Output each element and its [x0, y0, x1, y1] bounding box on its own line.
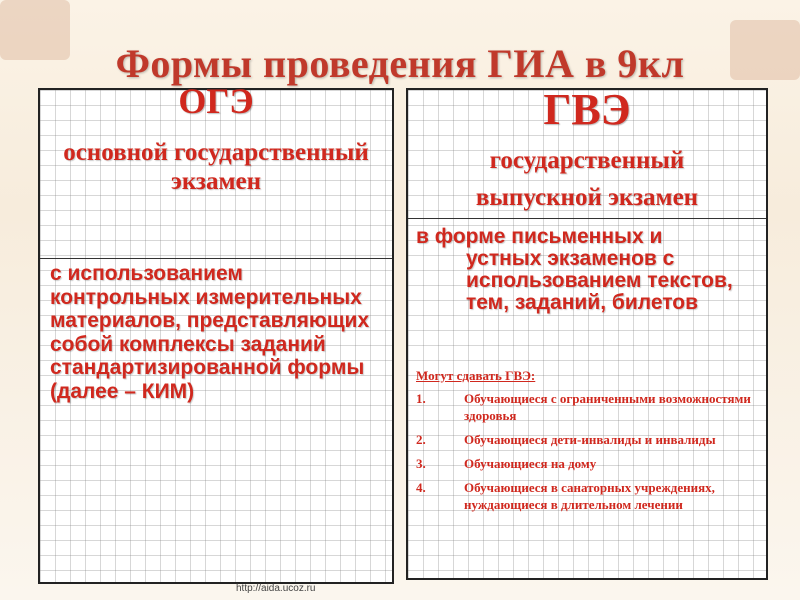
oge-abbr: ОГЭ [178, 81, 254, 121]
gve-subtitle [414, 142, 760, 216]
list-item: 2. Обучающиеся дети-инвалиды и инвалиды [416, 432, 716, 447]
oge-description: с использованием контрольных измерительных материалов, представляющих собой комплексы заданий стандартизированной формы (далее – КИМ) [50, 262, 370, 403]
gve-card [406, 85, 768, 580]
oge-subtitle: основной государственный экзамен [63, 139, 369, 195]
oge-card [38, 81, 394, 584]
slide-title: Формы проведения ГИА в 9кл [115, 41, 685, 86]
list-item: 1. Обучающиеся с ограниченными возможностями здоровья [416, 391, 751, 423]
gve-eligibility-heading: Могут сдавать ГВЭ: [416, 368, 536, 383]
gve-eligibility-list [416, 390, 760, 520]
gve-divider [408, 218, 766, 219]
gve-subtitle-line1: государственный [489, 147, 685, 174]
list-item: 3. Обучающиеся на дому [416, 456, 597, 471]
gve-description-rest: устных экзаменов с использованием текстов, тем, заданий, билетов [466, 247, 733, 314]
footer-url: http://aida.ucoz.ru [236, 583, 316, 594]
list-item: 4. Обучающиеся в санаторных учреждениях, нуждающиеся в длительном лечении [416, 480, 715, 512]
gve-subtitle-line2: выпускной экзамен [475, 184, 699, 211]
gve-description [416, 226, 760, 314]
gve-description-first-line: в форме письменных и [416, 225, 663, 248]
gve-abbr: ГВЭ [543, 85, 631, 134]
oge-divider [40, 258, 392, 259]
